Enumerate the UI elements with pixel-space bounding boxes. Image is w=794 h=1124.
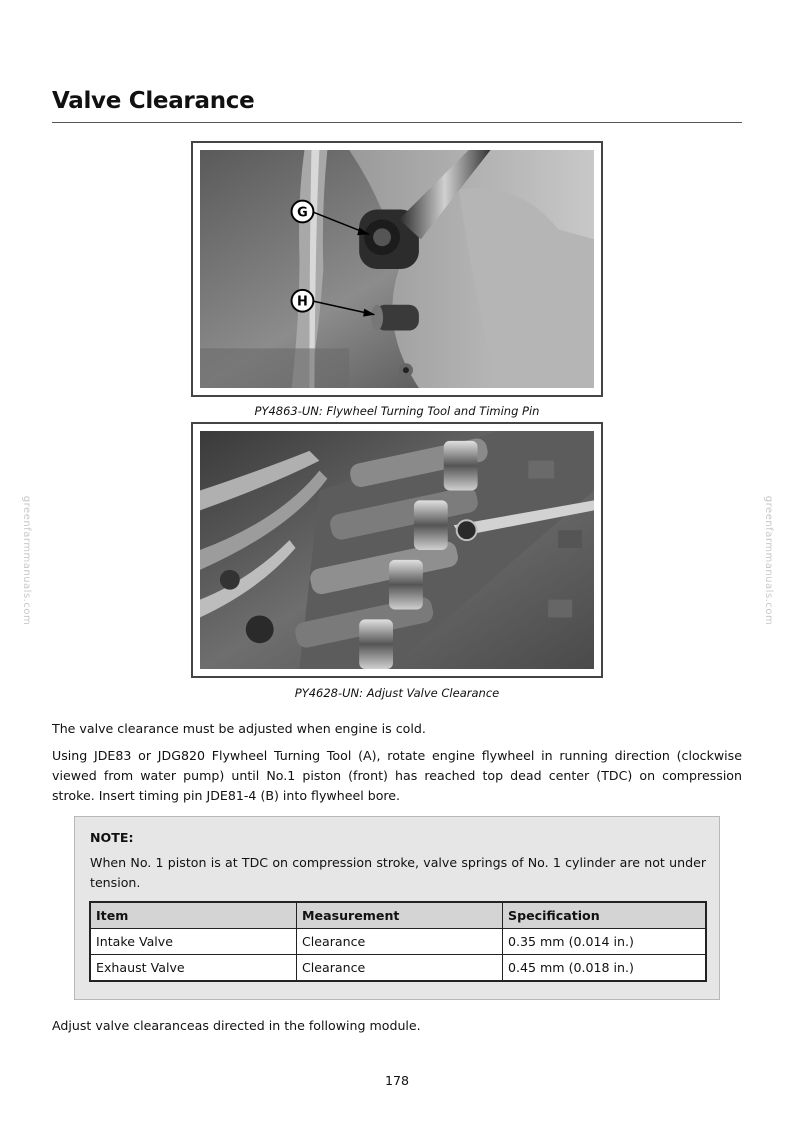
table-header-row — [90, 902, 706, 929]
cell-item: Intake Valve — [90, 929, 297, 955]
flywheel-tool-photo — [200, 150, 594, 388]
header-item: Item — [90, 902, 297, 929]
valve-clearance-photo — [200, 431, 594, 669]
header-specification: Specification — [503, 902, 707, 929]
spec-table — [89, 901, 707, 982]
cell-measurement: Clearance — [297, 929, 503, 955]
paragraph-cold-engine: The valve clearance must be adjusted when engine is cold. — [52, 721, 426, 736]
title-divider — [52, 122, 742, 123]
callout-g: G — [297, 205, 308, 221]
cell-specification: 0.45 mm (0.018 in.) — [503, 955, 707, 982]
cell-specification: 0.35 mm (0.014 in.) — [503, 929, 707, 955]
watermark-left: greenfarmmanuals.com — [21, 495, 33, 626]
paragraph-procedure: Using JDE83 or JDG820 Flywheel Turning Tool (A), rotate engine flywheel in running direction (clockwise viewed from water pump) until No.1 piston (front) has reached top dead center (TDC) on compression stroke. Insert timing pin JDE81-4 (B) into flywheel bore. — [52, 748, 742, 803]
figure-caption-1: PY4863-UN: Flywheel Turning Tool and Timing Pin — [254, 404, 540, 418]
note-label: NOTE: — [90, 830, 134, 845]
callout-h: H — [297, 294, 308, 310]
cell-item: Exhaust Valve — [90, 955, 297, 982]
figure-caption-2: PY4628-UN: Adjust Valve Clearance — [294, 686, 500, 700]
note-text: When No. 1 piston is at TDC on compression stroke, valve springs of No. 1 cylinder are not under tension. — [90, 855, 706, 890]
figure-adjust-valve-clearance — [191, 422, 603, 678]
table-row — [90, 929, 706, 955]
paragraph-following-module: Adjust valve clearanceas directed in the following module. — [52, 1018, 421, 1033]
cell-measurement: Clearance — [297, 955, 503, 982]
note-box — [74, 816, 720, 1000]
watermark-right: greenfarmmanuals.com — [763, 495, 775, 626]
figure-flywheel-tool — [191, 141, 603, 397]
page-title: Valve Clearance — [52, 88, 255, 114]
header-measurement: Measurement — [297, 902, 503, 929]
table-row — [90, 955, 706, 982]
page-number: 178 — [384, 1073, 410, 1088]
